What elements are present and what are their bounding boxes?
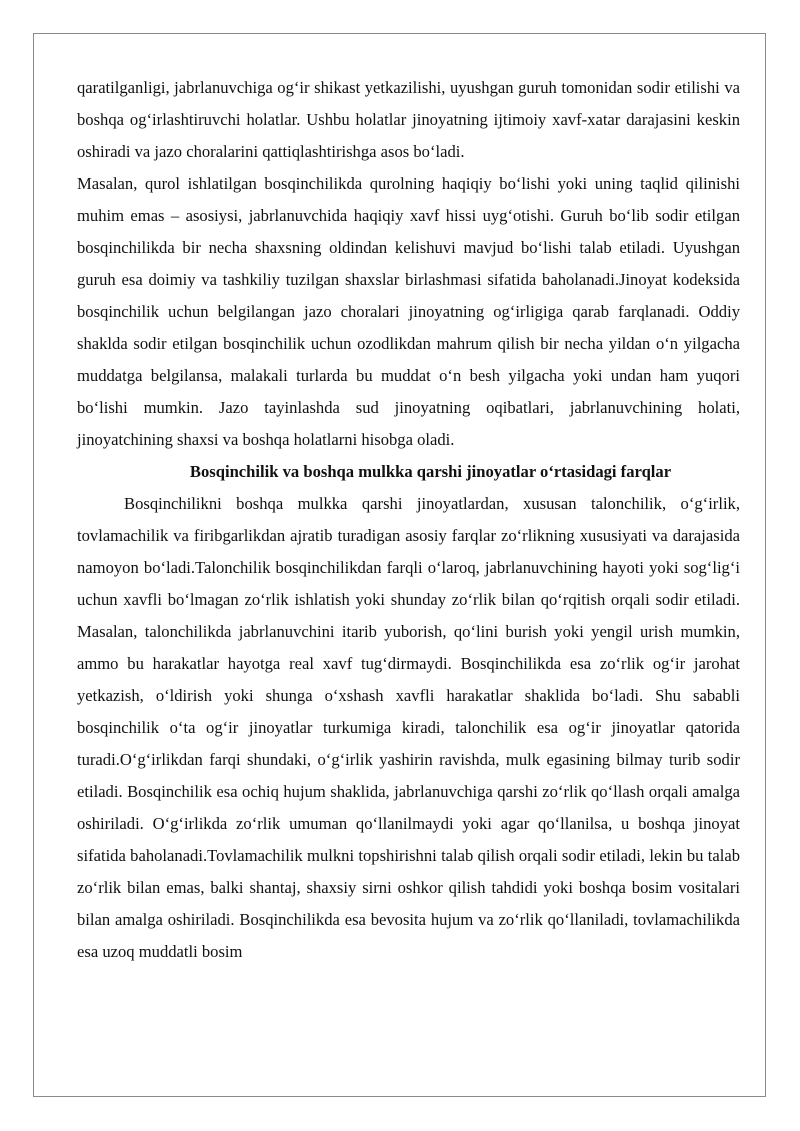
- paragraph-penalties: Masalan, qurol ishlatilgan bosqinchilikda qurolning haqiqiy bo‘lishi yoki uning taqlid qilinishi muhim emas – asosiysi, jabrlanuvchida haqiqiy xavf hissi uyg‘otishi. Guruh bo‘lib sodir etilgan bosqinchilikda bir necha shaxsning oldindan kelishuvi mavjud bo‘lishi talab etiladi. Uyushgan guruh esa doimiy va tashkiliy tuzilgan shaxslar birlashmasi sifatida baholanadi.Jinoyat kodeksida bosqinchilik uchun belgilangan jazo choralari jinoyatning og‘irligiga qarab farqlanadi. Oddiy shaklda sodir etilgan bosqinchilik uchun ozodlikdan mahrum qilish bir necha yildan o‘n yilgacha muddatga belgilansa, malakali turlarda bu muddat o‘n besh yilgacha yoki undan ham yuqori bo‘lishi mumkin. Jazo tayinlashda sud jinoyatning oqibatlari, jabrlanuvchining holati, jinoyatchining shaxsi va boshqa holatlarni hisobga oladi.: [77, 174, 740, 449]
- section-heading: Bosqinchilik va boshqa mulkka qarshi jinoyatlar o‘rtasidagi farqlar: [189, 462, 672, 481]
- paragraph-continuation: qaratilganligi, jabrlanuvchiga og‘ir shikast yetkazilishi, uyushgan guruh tomonidan sodir etilishi va boshqa og‘irlashtiruvchi holatlar. Ushbu holatlar jinoyatning ijtimoiy xavf-xatar darajasini keskin oshiradi va jazo choralarini qattiqlashtirishga asos bo‘ladi.: [77, 78, 740, 161]
- document-body: [77, 72, 740, 968]
- paragraph-differences: Bosqinchilikni boshqa mulkka qarshi jinoyatlardan, xususan talonchilik, o‘g‘irlik, tovlamachilik va firibgarlikdan ajratib turadigan asosiy farqlar zo‘rlikning xususiyati va darajasida namoyon bo‘ladi.Talonchilik bosqinchilikdan farqli o‘laroq, jabrlanuvchining hayoti yoki sog‘lig‘i uchun xavfli bo‘lmagan zo‘rlik ishlatish yoki shunday zo‘rlik bilan qo‘rqitish orqali sodir etiladi. Masalan, talonchilikda jabrlanuvchini itarib yuborish, qo‘lini burish yoki yengil urish mumkin, ammo bu harakatlar hayotga real xavf tug‘dirmaydi. Bosqinchilikda esa zo‘rlik og‘ir jarohat yetkazish, o‘ldirish yoki shunga o‘xshash xavfli harakatlar shaklida bo‘ladi. Shu sababli bosqinchilik o‘ta og‘ir jinoyatlar turkumiga kiradi, talonchilik esa og‘ir jinoyatlar qatorida turadi.O‘g‘irlikdan farqi shundaki, o‘g‘irlik yashirin ravishda, mulk egasining bilmay turib sodir etiladi. Bosqinchilik esa ochiq hujum shaklida, jabrlanuvchiga qarshi zo‘rlik qo‘llash orqali amalga oshiriladi. O‘g‘irlikda zo‘rlik umuman qo‘llanilmaydi yoki agar qo‘llanilsa, u boshqa jinoyat sifatida baholanadi.Tovlamachilik mulkni topshirishni talab qilish orqali sodir etiladi, lekin bu talab zo‘rlik bilan emas, balki shantaj, shaxsiy sirni oshkor qilish tahdidi yoki boshqa bosim vositalari bilan amalga oshiriladi. Bosqinchilikda esa bevosita hujum va zo‘rlik qo‘llaniladi, tovlamachilikda esa uzoq muddatli bosim: [77, 494, 740, 961]
